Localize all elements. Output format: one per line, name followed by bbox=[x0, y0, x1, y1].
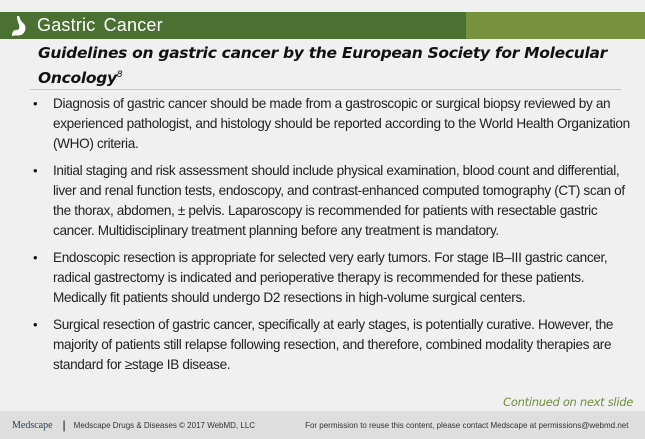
bullet-item bbox=[30, 161, 630, 241]
bullet-list bbox=[30, 94, 630, 382]
footer-separator: | bbox=[62, 418, 66, 432]
divider bbox=[30, 89, 621, 90]
slide-header bbox=[0, 12, 645, 39]
bullet-icon: • bbox=[33, 317, 38, 332]
header-dark-band bbox=[0, 12, 466, 39]
bullet-icon: • bbox=[33, 96, 38, 111]
slide-subtitle bbox=[38, 42, 628, 89]
footer-permission: For permission to reuse this content, please contact Medscape at permissions@webmd.net bbox=[305, 420, 629, 430]
reference-superscript: 8 bbox=[116, 70, 123, 80]
bullet-icon: • bbox=[33, 163, 38, 178]
bullet-icon: • bbox=[33, 250, 38, 265]
footer-copyright: Medscape Drugs & Diseases © 2017 WebMD, LLC bbox=[73, 420, 256, 430]
subtitle-text: Guidelines on gastric cancer by the European Society for Molecular Oncology bbox=[38, 44, 607, 88]
bullet-text: Initial staging and risk assessment should include physical examination, blood count and differential, liver and renal function tests, endoscopy, and contrast-enhanced computed tomography (CT) scan of the thorax, abdomen, ± pelvis. Laparoscopy is recommended for patients with resectable gastric cancer. Multidisciplinary treatment planning before any treatment is mandatory. bbox=[53, 163, 625, 238]
bullet-text: Endoscopic resection is appropriate for selected very early tumors. For stage IB–III gastric cancer, radical gastrectomy is indicated and perioperative therapy is recommended for these patients. Medically fit patients should undergo D2 resections in high-volume surgical centers. bbox=[53, 250, 608, 305]
header-light-band bbox=[466, 12, 645, 39]
medscape-logo: Medscape bbox=[12, 419, 53, 431]
bullet-item bbox=[30, 248, 630, 308]
bullet-item bbox=[30, 94, 630, 154]
bullet-text: Diagnosis of gastric cancer should be made from a gastroscopic or surgical biopsy reviewed by an experienced pathologist, and histology should be reported according to the World Health Organization (WHO) criteria. bbox=[53, 96, 630, 151]
bullet-item bbox=[30, 315, 630, 375]
bullet-text: Surgical resection of gastric cancer, specifically at early stages, is potentially curative. However, the majority of patients still relapse following resection, and therefore, combined modality therapies are standard for ≥stage IB disease. bbox=[53, 317, 614, 372]
header-title: Gastric Cancer bbox=[37, 15, 163, 35]
footer bbox=[0, 411, 645, 439]
stomach-icon bbox=[10, 15, 30, 37]
continued-note: Continued on next slide bbox=[503, 395, 633, 409]
